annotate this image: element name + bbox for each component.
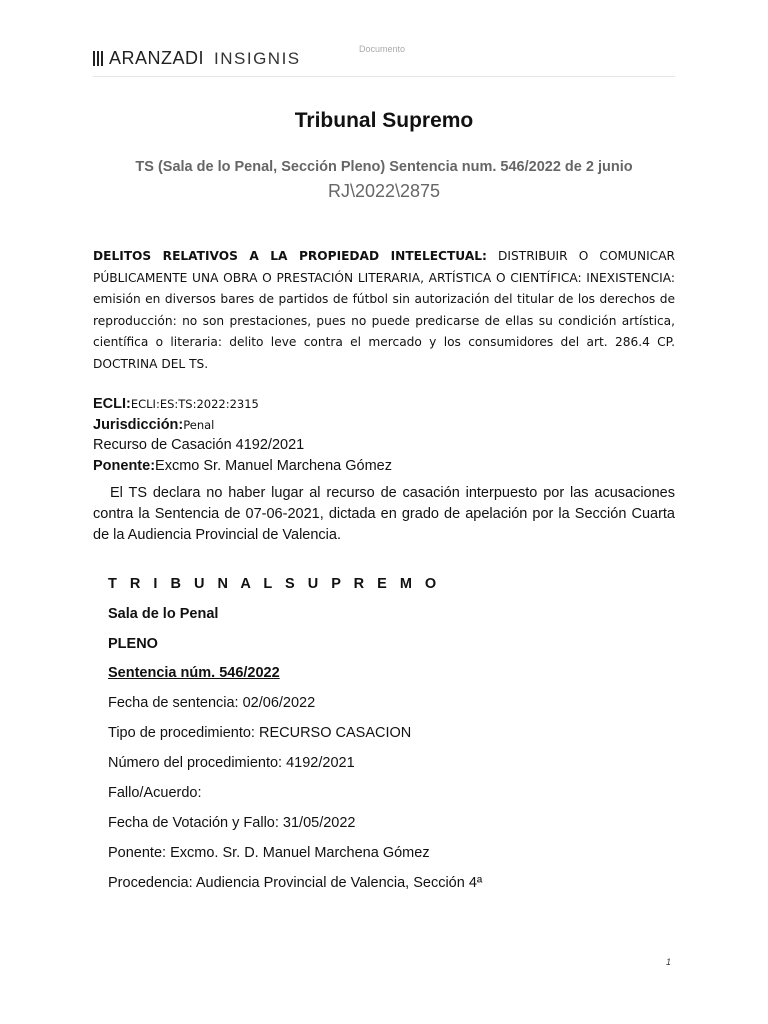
- summary-paragraph: [93, 246, 675, 375]
- court-heading: T R I B U N A L S U P R E M O: [108, 576, 441, 592]
- ponente-value: Excmo Sr. Manuel Marchena Gómez: [155, 457, 392, 474]
- logo-sub-text: INSIGNIS: [214, 48, 301, 68]
- sentencia-number: Sentencia núm. 546/2022: [108, 665, 280, 681]
- fallo-acuerdo: Fallo/Acuerdo:: [108, 785, 202, 801]
- ponente-line: Ponente: Excmo. Sr. D. Manuel Marchena Gómez: [108, 845, 430, 861]
- summary-heading: DELITOS RELATIVOS A LA PROPIEDAD INTELECTUAL:: [93, 249, 487, 263]
- procedencia-line: Procedencia: Audiencia Provincial de Valencia, Sección 4ª: [108, 875, 483, 891]
- aranzadi-logo: [93, 48, 301, 69]
- tipo-procedimiento: Tipo de procedimiento: RECURSO CASACION: [108, 725, 412, 741]
- summary-body: DISTRIBUIR O COMUNICAR PÚBLICAMENTE UNA OBRA O PRESTACIÓN LITERARIA, ARTÍSTICA O CIENTÍFICA: INEXISTENCIA: emisión en diversos bares de partidos de fútbol sin autorización del titular de los derechos de reproducción: no son prestaciones, pues no puede predicarse de ellas su condición artística, científica o literaria: delito leve contra el mercado y los consumidores del art. 286.4 CP. DOCTRINA DEL TS.: [93, 249, 675, 371]
- ecli-label: ECLI:: [93, 396, 131, 412]
- metadata-block: [93, 394, 675, 476]
- declaration-paragraph: El TS declara no haber lugar al recurso de casación interpuesto por las acusaciones contra la Sentencia de 07-06-2021, dictada en grado de apelación por la Sección Cuarta de la Audiencia Provincial de Valencia.: [93, 485, 675, 543]
- document-label: Documento: [359, 44, 406, 54]
- document-header: [93, 40, 675, 77]
- ponente-row: [93, 456, 675, 477]
- fecha-votacion: Fecha de Votación y Fallo: 31/05/2022: [108, 815, 356, 831]
- page-number: 1: [666, 957, 672, 967]
- recurso-row: Recurso de Casación 4192/2021: [93, 437, 305, 453]
- jurisdiccion-row: [93, 415, 675, 436]
- pleno-heading: PLENO: [108, 636, 158, 652]
- ponente-label: Ponente:: [93, 457, 156, 474]
- jurisdiccion-value: Penal: [183, 417, 215, 432]
- numero-procedimiento: Número del procedimiento: 4192/2021: [108, 755, 355, 771]
- jurisdiccion-label: Jurisdicción:: [93, 416, 184, 433]
- fecha-sentencia: Fecha de sentencia: 02/06/2022: [108, 695, 316, 711]
- ecli-row: [93, 394, 675, 415]
- document-title: Tribunal Supremo: [294, 109, 474, 132]
- ecli-value: ECLI:ES:TS:2022:2315: [130, 397, 259, 411]
- document-subtitle: TS (Sala de lo Penal, Sección Pleno) Sentencia num. 546/2022 de 2 junio: [135, 159, 633, 175]
- logo-bars-icon: [93, 51, 103, 66]
- sala-heading: Sala de lo Penal: [108, 606, 219, 622]
- logo-main-text: ARANZADI: [109, 48, 205, 68]
- reference-number: RJ\2022\2875: [327, 181, 441, 201]
